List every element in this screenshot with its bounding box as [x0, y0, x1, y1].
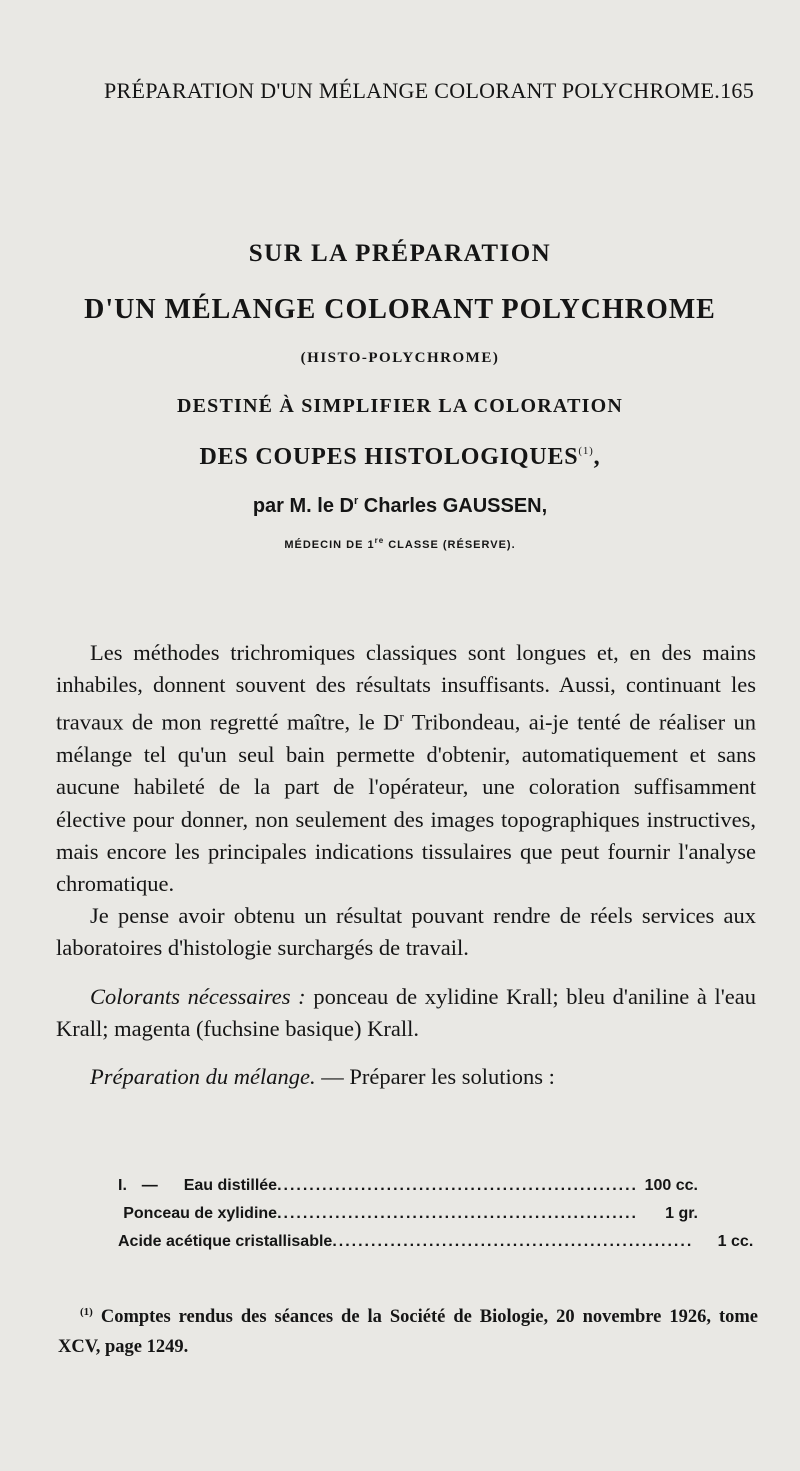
- title-line-5-comma: ,: [593, 444, 601, 470]
- title-line-2: D'UN MÉLANGE COLORANT POLYCHROME: [84, 294, 716, 325]
- recipe-dash: —: [141, 1177, 158, 1194]
- page-number: 165: [720, 78, 754, 103]
- paragraph-intro-sup: r: [399, 709, 404, 725]
- recipe-ingredient: Ponceau de xylidine: [123, 1205, 278, 1222]
- title-line-4: DESTINÉ À SIMPLIFIER LA COLORATION: [176, 395, 624, 417]
- paragraph-intro-b: Tribondeau, ai-je tenté de réaliser un mélange tel qu'un seul bain permette d'obtenir, automatiquement et sans aucune habileté de la part de l'opérateur, une coloration suffisamment élective pour donner, non seulement des images topographiques instructives, mais encore les principales indications tissulaires que peut fournir l'analyse chromatique.: [56, 709, 756, 896]
- title-line-5-text: DES COUPES HISTOLOGIQUES: [199, 444, 579, 470]
- paragraph-gap: [56, 965, 756, 981]
- preparation-lead: Préparation du mélange.: [90, 1063, 316, 1089]
- dot-leader: ........................................................: [332, 1233, 694, 1250]
- dot-leader: ........................................................: [277, 1177, 638, 1194]
- affiliation-line: [0, 536, 800, 551]
- recipe-quantity: 1 cc.: [717, 1233, 754, 1250]
- recipe-row: [118, 1200, 698, 1228]
- author-name: Charles GAUSSEN,: [358, 495, 548, 517]
- footnote: [58, 1297, 758, 1362]
- affiliation-after: CLASSE (RÉSERVE).: [384, 539, 516, 551]
- running-head-title: PRÉPARATION D'UN MÉLANGE COLORANT POLYCHROME.: [104, 78, 721, 103]
- author-prefix: par M. le D: [252, 495, 354, 517]
- preparation-text: — Préparer les solutions :: [315, 1063, 555, 1089]
- title-line-1: SUR LA PRÉPARATION: [248, 240, 552, 267]
- paragraph-result: Je pense avoir obtenu un résultat pouvant rendre de réels services aux laboratoires d'histologie surchargés de travail.: [56, 903, 756, 961]
- recipe-quantity: 1 gr.: [665, 1205, 698, 1222]
- colorants-text: ponceau de xylidine Krall; bleu d'aniline à l'eau Krall; magenta (fuchsine basique) Krall.: [56, 983, 757, 1041]
- paragraph-colorants: [56, 981, 756, 1045]
- affiliation-before: MÉDECIN DE 1: [284, 539, 375, 551]
- recipe-list: [118, 1172, 754, 1256]
- dot-leader: ........................................................: [277, 1205, 638, 1222]
- recipe-quantity: 100 cc.: [644, 1177, 698, 1194]
- paragraph-intro-a: Les méthodes trichromiques classiques sont longues et, en des mains inhabiles, donnent souvent des résultats insuffisants. Aussi, continuant les travaux de mon regretté maître, le D: [56, 640, 756, 735]
- footnote-text: Comptes rendus des séances de la Société de Biologie, 20 novembre 1926, tome XCV, page 1249.: [58, 1307, 758, 1357]
- recipe-row: [118, 1228, 754, 1256]
- recipe-row: [118, 1172, 698, 1200]
- paragraph-intro: [56, 637, 756, 900]
- body-text: [56, 637, 756, 1093]
- affiliation-sup: re: [374, 536, 385, 545]
- author-line: [0, 495, 800, 518]
- recipe-number: I.: [118, 1177, 127, 1194]
- title-line-5: [0, 444, 800, 471]
- article-title-block: [0, 240, 800, 551]
- footnote-ref-mark[interactable]: (1): [578, 445, 594, 457]
- recipe-ingredient: Acide acétique cristallisable: [118, 1233, 333, 1250]
- paragraph-preparation: [56, 1061, 756, 1093]
- paragraph-gap: [56, 1045, 756, 1061]
- recipe-ingredient: Eau distillée: [183, 1177, 278, 1194]
- colorants-lead: Colorants nécessaires :: [90, 983, 306, 1009]
- author-prefix-sup: r: [353, 495, 359, 507]
- title-line-3: (HISTO-POLYCHROME): [300, 350, 500, 366]
- running-head: [104, 78, 754, 104]
- footnote-mark: (1): [80, 1306, 93, 1318]
